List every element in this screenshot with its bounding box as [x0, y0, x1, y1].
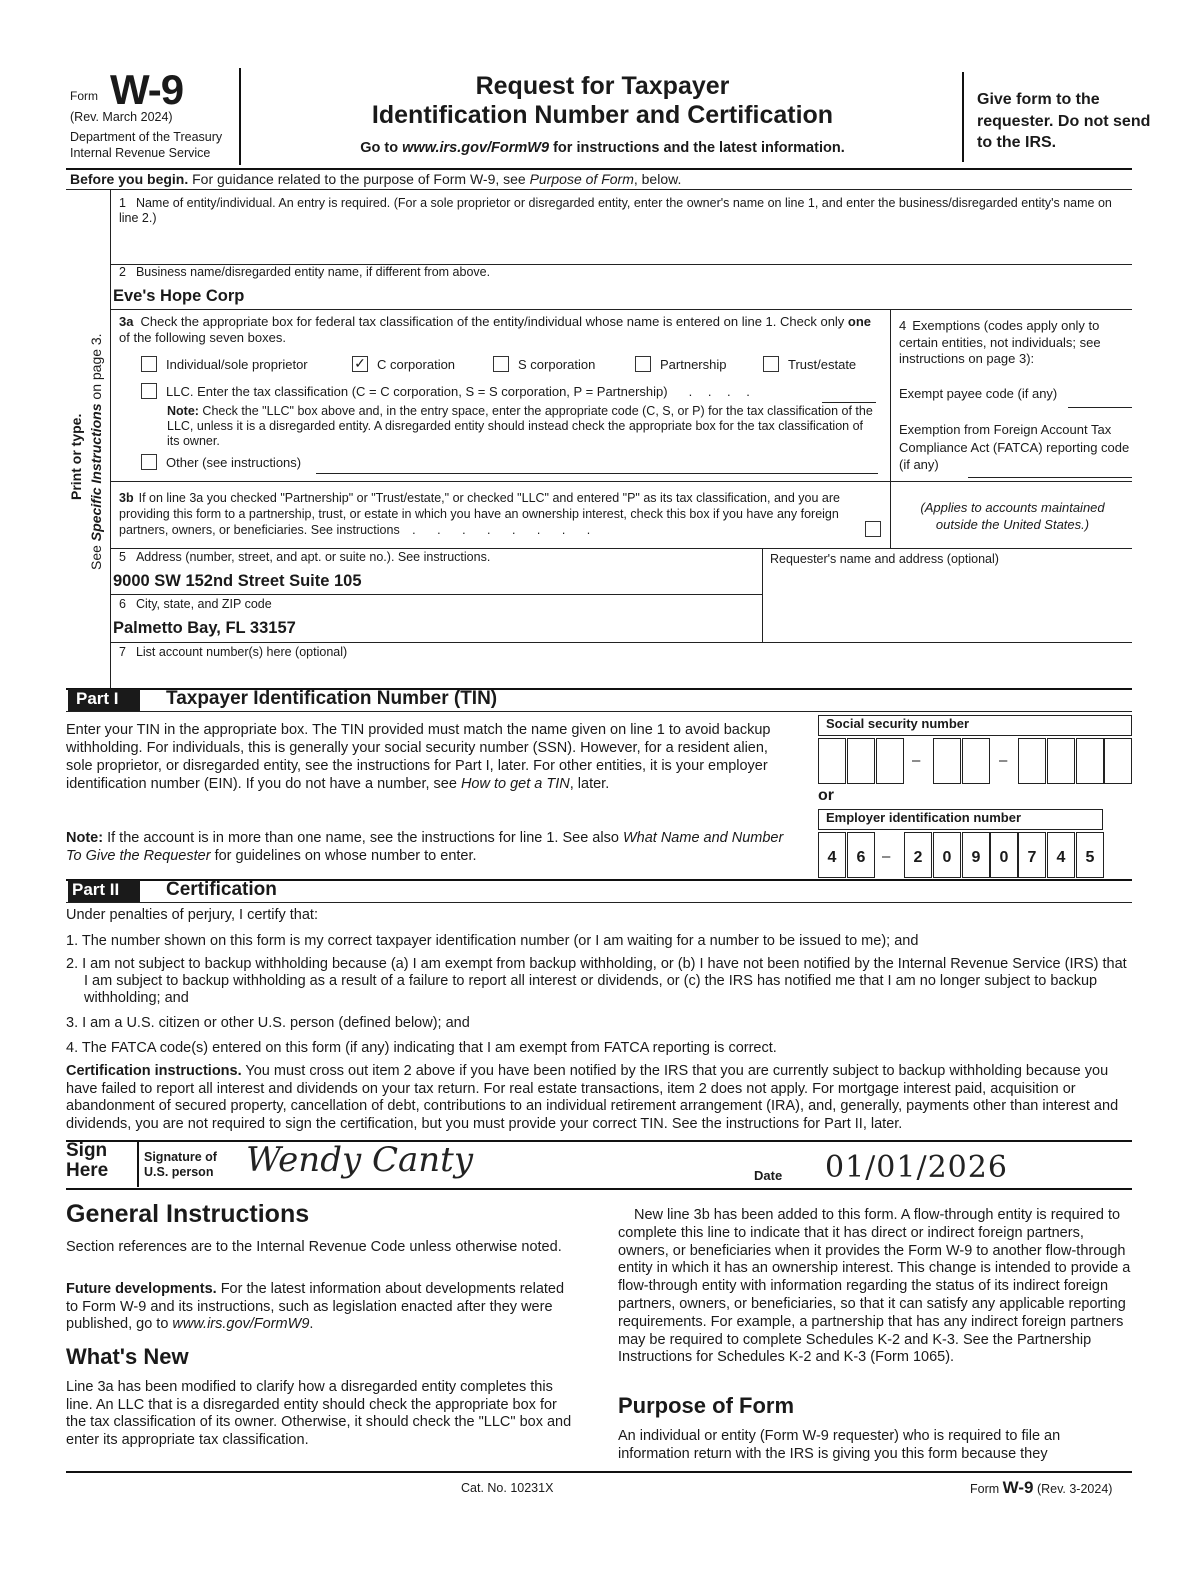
ssn-label: Social security number — [826, 716, 970, 731]
exemptions-label: 4 Exemptions (codes apply only to certain entities, not individuals; see instructions on page 3): — [899, 318, 1101, 366]
line5-input[interactable]: 9000 SW 152nd Street Suite 105 — [113, 572, 362, 590]
signature-field[interactable]: Wendy Canty — [246, 1140, 474, 1180]
before-you-begin: Before you begin. For guidance related to the purpose of Form W-9, see Purpose of Form, below. — [70, 171, 682, 187]
ein-digit: 0 — [942, 849, 952, 866]
cert-item-1: 1. The number shown on this form is my correct taxpayer identification number (or I am waiting for a number to be issued to me); and — [66, 933, 919, 949]
exempt-payee-input[interactable] — [1068, 407, 1132, 408]
or-label: or — [818, 787, 834, 804]
part1-title: Taxpayer Identification Number (TIN) — [166, 688, 498, 709]
cert-item-2: 2. I am not subject to backup withholding because (a) I am exempt from backup withholding, or (b) I have not been notified by the Internal Revenue Service (IRS) that I am subject to backup withholding as a result of a failure to report all interest or dividends, or (c) the IRS has notified me that I am no longer subject to backup withholding; and — [66, 956, 1127, 1006]
line2-input[interactable]: Eve's Hope Corp — [113, 287, 245, 305]
line3a-label: 3a Check the appropriate box for federal tax classification of the entity/individual whose name is entered on line 1. Check only one of the following seven boxes. — [119, 314, 872, 345]
checkbox-llc[interactable]: LLC. Enter the tax classification (C = C corporation, S = S corporation, P = Partnership) . . . . — [141, 383, 756, 399]
line6-input[interactable]: Palmetto Bay, FL 33157 — [113, 619, 296, 637]
part1-note: Note: If the account is in more than one name, see the instructions for line 1. See also What Name and Number To Give the Requester for guidelines on whose number to enter. — [66, 830, 784, 864]
line2-label: 2 Business name/disregarded entity name, if different from above. — [119, 265, 491, 279]
requester-input[interactable] — [770, 572, 1130, 640]
checkbox-trust-box[interactable] — [763, 356, 779, 372]
line3b-label: 3b If on line 3a you checked "Partnership" or "Trust/estate," or checked "LLC" and entered "P" as its tax classification, and you are providing this form to a partnership, trust, or estate in which you have an ownership interest, check this box if you have any foreign partners, owners, or beneficiaries. See instructions . . . . . . . . — [119, 491, 840, 537]
fatca-applies: (Applies to accounts maintained outside the United States.) — [920, 500, 1105, 532]
ein-digit: 4 — [827, 849, 837, 866]
title-line2: Identification Number and Certification — [371, 101, 834, 129]
part2-tag: Part II — [72, 880, 120, 899]
purpose-title: Purpose of Form — [618, 1393, 795, 1418]
checkbox-individual-box[interactable] — [141, 356, 157, 372]
checkbox-c-corporation[interactable]: ✓ C corporation — [352, 356, 455, 372]
print-or-type: Print or type. — [68, 413, 84, 500]
checkbox-partnership-box[interactable] — [635, 356, 651, 372]
checkbox-c-corp-box[interactable]: ✓ — [352, 356, 368, 372]
checkbox-partnership[interactable]: Partnership — [635, 356, 726, 372]
footer-form: Form W-9 (Rev. 3-2024) — [970, 1478, 1113, 1497]
form-label: Form — [70, 89, 98, 103]
ein-digit: 7 — [1027, 849, 1037, 866]
fatca-label: Exemption from Foreign Account Tax Compliance Act (FATCA) reporting code (if any) — [899, 422, 1130, 472]
sign-here-label: Sign Here — [66, 1140, 109, 1181]
ein-digit: 2 — [913, 849, 923, 866]
purpose-text: An individual or entity (Form W-9 requester) who is required to file an information return with the IRS is giving you this form because they — [618, 1428, 1061, 1462]
ein-digit: 5 — [1085, 849, 1095, 866]
line1-label: 1 Name of entity/individual. An entry is required. (For a sole proprietor or disregarded entity, enter the owner's name on line 1, and enter the business/disregarded entity's name on line 2.) — [119, 196, 1112, 225]
form-irs: Internal Revenue Service — [70, 146, 211, 160]
whats-new-text: Line 3a has been modified to clarify how a disregarded entity completes this line. An LLC that is a disregarded entity should check the appropriate box for the tax classification of its owner. Otherwise, it should check the "LLC" box and enter its appropriate tax classification. — [66, 1379, 572, 1448]
cert-instructions: Certification instructions. You must cross out item 2 above if you have been notified by the IRS that you are currently subject to backup withholding because you have failed to report all interest and dividends on your tax return. For real estate transactions, item 2 does not apply. For mortgage interest paid, acquisition or abandonment of secured property, cancellation of debt, contributions to an individual retirement arrangement (IRA), and, generally, payments other than interest and dividends, you are not required to sign the certification, but you must provide your correct TIN. See the instructions for Part II, later. — [66, 1063, 1119, 1132]
checkbox-s-corp-box[interactable] — [493, 356, 509, 372]
checkbox-s-corporation[interactable]: S corporation — [493, 356, 595, 372]
line5-label: 5 Address (number, street, and apt. or suite no.). See instructions. — [119, 550, 491, 564]
ein-digit: 0 — [999, 849, 1009, 866]
form-dept: Department of the Treasury — [70, 130, 223, 144]
general-p1: Section references are to the Internal Revenue Code unless otherwise noted. — [66, 1239, 562, 1255]
checkbox-3b-box[interactable] — [865, 521, 881, 537]
requester-label: Requester's name and address (optional) — [770, 552, 999, 566]
general-instructions-title: General Instructions — [66, 1200, 310, 1228]
part1-text: Enter your TIN in the appropriate box. The TIN provided must match the name given on line 1 to avoid backup withholding. For individuals, this is generally your social security number (SSN). However, for a resident alien, sole proprietor, or disregarded entity, see the instructions for Part I, later. For other entities, it is your employer identification number (EIN). If you do not have a number, see How to get a TIN, later. — [66, 722, 771, 792]
future-developments: Future developments. For the latest information about developments related to Form W-9 and its instructions, such as legislation enacted after they were published, go to www.irs.gov/FormW9. — [66, 1281, 565, 1332]
form-rev: (Rev. March 2024) — [70, 110, 173, 124]
line6-label: 6 City, state, and ZIP code — [119, 597, 272, 611]
give-form-note: Give form to the requester. Do not send to the IRS. — [977, 91, 1151, 151]
exempt-payee-label: Exempt payee code (if any) — [899, 386, 1058, 401]
cat-number: Cat. No. 10231X — [461, 1481, 554, 1495]
line3b-new-text: New line 3b has been added to this form. A flow-through entity is required to complete this line to indicate that it has direct or indirect foreign partners, owners, or beneficiaries when it provides the Form W-9 to another flow-through entity in which it has an ownership interest. This change is intended to provide a flow-through entity with information regarding the status of its indirect foreign partners, owners, or beneficiaries, so that it can satisfy any applicable reporting requirements. For example, a partnership that has any indirect foreign partners may be required to complete Schedules K-2 and K-3. See the Partnership Instructions for Schedules K-2 and K-3 (Form 1065). — [618, 1207, 1131, 1366]
ein-digit: 4 — [1056, 849, 1066, 866]
fatca-input[interactable] — [968, 477, 1132, 478]
part2-title: Certification — [166, 879, 277, 900]
checkbox-trust-estate[interactable]: Trust/estate — [763, 356, 856, 372]
date-label: Date — [754, 1168, 783, 1183]
whats-new-title: What's New — [66, 1344, 189, 1369]
form-number: W-9 — [110, 66, 184, 113]
ein-digit: 9 — [971, 849, 981, 866]
ein-label: Employer identification number — [826, 810, 1022, 825]
date-field[interactable]: 01/01/2026 — [825, 1150, 1008, 1185]
checkbox-llc-box[interactable] — [141, 383, 157, 399]
irs-url-link[interactable]: www.irs.gov/FormW9 — [402, 140, 550, 156]
signature-label: Signature of U.S. person — [144, 1150, 217, 1179]
cert-item-3: 3. I am a U.S. citizen or other U.S. person (defined below); and — [66, 1015, 470, 1031]
checkbox-individual[interactable]: Individual/sole proprietor — [141, 356, 308, 372]
part1-tag: Part I — [76, 689, 119, 708]
checkbox-other[interactable]: Other (see instructions) — [141, 454, 301, 470]
llc-note: Note: Check the "LLC" box above and, in the entry space, enter the appropriate code (C, S, or P) for the tax classification of the LLC, unless it is a disregarded entity. A disregarded entity should instead check the appropriate box for the tax classification of its owner. — [167, 404, 873, 448]
ein-digit: 6 — [856, 849, 866, 866]
cert-item-4: 4. The FATCA code(s) entered on this form (if any) indicating that I am exempt from FATCA reporting is correct. — [66, 1040, 777, 1056]
llc-code-input[interactable] — [822, 402, 876, 403]
other-input[interactable] — [316, 473, 878, 474]
line7-input[interactable] — [119, 662, 1129, 686]
line7-label: 7 List account number(s) here (optional) — [119, 645, 348, 659]
checkbox-other-box[interactable] — [141, 454, 157, 470]
goto-line: Go to www.irs.gov/FormW9 for instructions and the latest information. — [360, 140, 845, 156]
part2-intro: Under penalties of perjury, I certify that: — [66, 907, 318, 923]
title-line1: Request for Taxpayer — [475, 72, 730, 100]
